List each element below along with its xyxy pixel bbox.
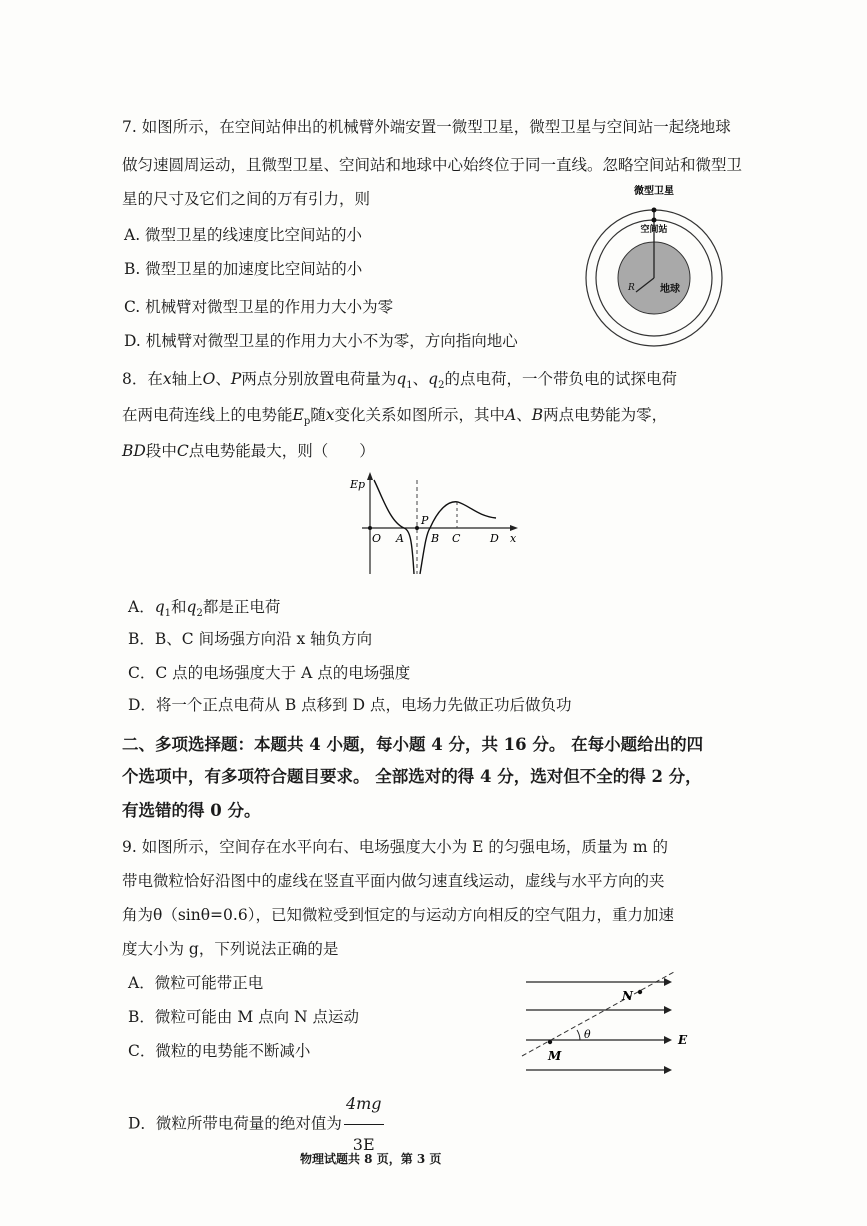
q8-label-o: O xyxy=(372,532,382,545)
q7-line2: 做匀速圆周运动，且微型卫星、空间站和地球中心始终位于同一直线。忽略空间站和微型卫 xyxy=(122,156,743,174)
q8-label-x: x xyxy=(510,532,517,545)
q9-line1: 9. 如图所示，空间存在水平向右、电场强度大小为 E 的匀强电场，质量为 m 的 xyxy=(122,838,668,856)
section2-line1: 二、多项选择题：本题共 4 小题，每小题 4 分，共 16 分。 在每小题给出的四 xyxy=(122,735,704,754)
page-footer: 物理试题共 8 页，第 3 页 xyxy=(300,1152,442,1166)
q8-label-p: P xyxy=(421,514,429,527)
q7-line3: 星的尺寸及它们之间的万有引力，则 xyxy=(122,190,371,208)
q7-label-r: R xyxy=(628,283,635,293)
q7-option-a: A. 微型卫星的线速度比空间站的小 xyxy=(124,226,363,244)
section2-line3: 有选错的得 0 分。 xyxy=(122,801,261,820)
q8-option-c: C．C 点的电场强度大于 A 点的电场强度 xyxy=(128,664,411,682)
q8-label-c: C xyxy=(452,532,461,545)
q7-option-c: C. 机械臂对微型卫星的作用力大小为零 xyxy=(124,298,394,316)
q8-label-b: B xyxy=(431,532,440,545)
q9-option-b: B．微粒可能由 M 点向 N 点运动 xyxy=(128,1008,360,1026)
q9-option-a: A．微粒可能带正电 xyxy=(128,974,264,992)
section2-line2: 个选项中，有多项符合题目要求。 全部选对的得 4 分，选对但不全的得 2 分， xyxy=(122,767,702,786)
q7-line1: 7. 如图所示，在空间站伸出的机械臂外端安置一微型卫星，微型卫星与空间站一起绕地球 xyxy=(122,118,731,136)
q9-option-d: D．微粒所带电荷量的绝对值为 $\frac{4mg}{3E}$ xyxy=(128,1084,384,1165)
q9-label-theta: θ xyxy=(584,1028,591,1041)
q8-line3: BD段中C点电势能最大，则（ ） xyxy=(122,442,375,460)
q8-label-d: D xyxy=(490,532,499,545)
q9-line3: 角为θ（sinθ=0.6），已知微粒受到恒定的与运动方向相反的空气阻力，重力加速 xyxy=(122,906,674,924)
q8-option-d: D．将一个正点电荷从 B 点移到 D 点，电场力先做正功后做负功 xyxy=(128,696,572,714)
q7-label-station: 空间站 xyxy=(640,225,668,235)
q9-label-n: N xyxy=(622,989,633,1003)
q9-option-c: C．微粒的电势能不断减小 xyxy=(128,1042,311,1060)
q9-field-figure xyxy=(514,968,694,1080)
q7-label-satellite: 微型卫星 xyxy=(634,186,674,197)
q9-line4: 度大小为 g，下列说法正确的是 xyxy=(122,940,339,958)
q8-ep-graph xyxy=(344,470,524,578)
q8-label-ep: Ep xyxy=(350,478,366,491)
q7-option-b: B. 微型卫星的加速度比空间站的小 xyxy=(124,260,363,278)
q8-label-a: A xyxy=(396,532,404,545)
q7-option-d: D. 机械臂对微型卫星的作用力大小不为零，方向指向地心 xyxy=(124,332,518,350)
q8-line1: 8．在x轴上O、P两点分别放置电荷量为$q_1$、$q_2$的点电荷，一个带负电的试探电荷 xyxy=(122,370,677,392)
q8-option-a: A．$q_1$和$q_2$都是正电荷 xyxy=(128,598,281,620)
q8-line2: 在两电荷连线上的电势能$E_p$随x变化关系如图所示，其中A、B两点电势能为零， xyxy=(122,406,668,428)
q9-label-e: E xyxy=(678,1033,688,1047)
q9-label-m: M xyxy=(548,1049,562,1063)
q9-line2: 带电微粒恰好沿图中的虚线在竖直平面内做匀速直线运动，虚线与水平方向的夹 xyxy=(122,872,665,890)
q9-fraction: $\frac{4mg}{3E}$ xyxy=(344,1084,384,1165)
q7-orbit-figure xyxy=(582,180,732,348)
q7-label-earth: 地球 xyxy=(660,284,680,295)
q8-option-b: B．B、C 间场强方向沿 x 轴负方向 xyxy=(128,630,373,648)
